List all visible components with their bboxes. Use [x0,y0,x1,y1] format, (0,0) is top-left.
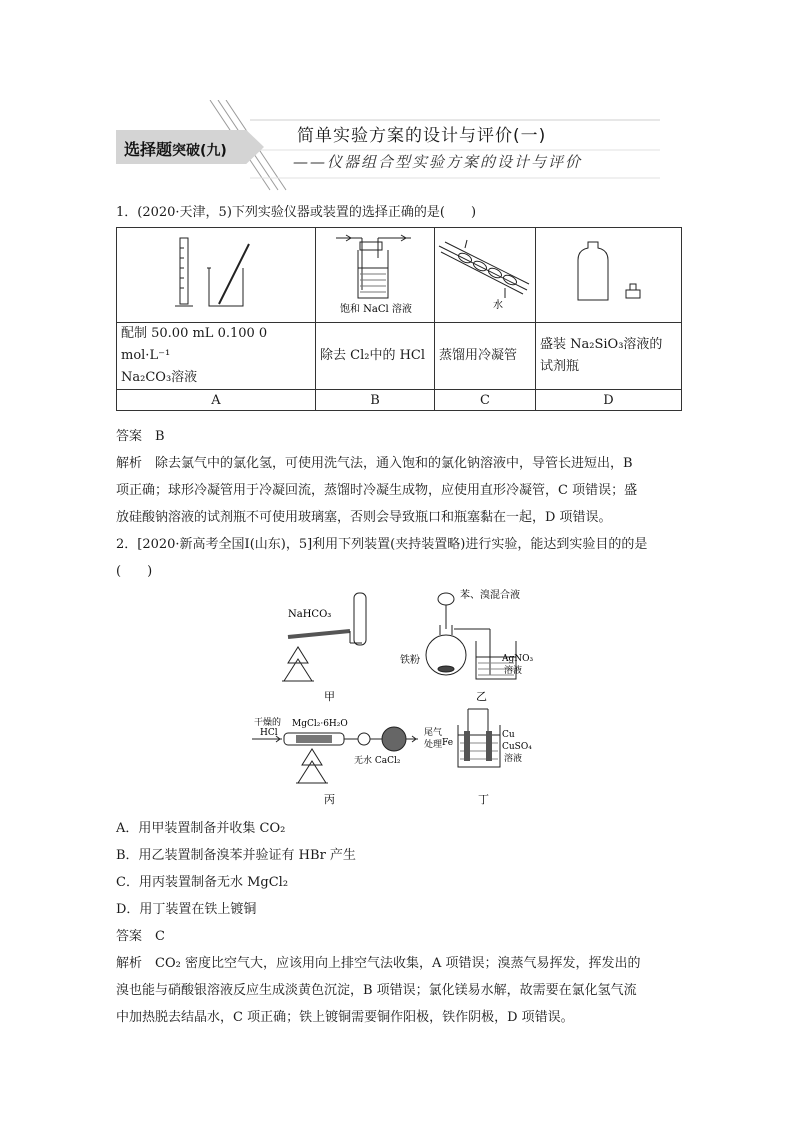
q1-letter-c: C [435,390,536,411]
q1-analysis-line3: 放硅酸钠溶液的试剂瓶不可使用玻璃塞，否则会导致瓶口和瓶塞黏在一起，D 项错误。 [116,510,612,525]
page-title: 简单实验方案的设计与评价(一) [297,126,547,146]
fig-yi-agno3: AgNO₃ [502,654,534,664]
fig-bing-cacl2: 无水 CaCl₂ [354,756,401,766]
q1-stem: 1．(2020·天津，5)下列实验仪器或装置的选择正确的是( ) [116,205,477,220]
q1-d-desc-line2: 试剂瓶 [540,359,580,374]
fig-ding-soln: 溶液 [504,754,523,764]
q2-analysis-line2: 溴也能与硝酸银溶液反应生成淡黄色沉淀，B 项错误；氯化镁易水解，故需要在氯化氢气流 [116,983,637,998]
q1-analysis-line2: 项正确；球形冷凝管用于冷凝回流，蒸馏时冷凝生成物，应使用直形冷凝管，C 项错误；盛 [116,483,638,498]
bulb-condenser-icon [435,228,535,318]
q1-letter-d: D [536,390,682,411]
fig-yi-top: 苯、溴混合液 [460,590,520,601]
q1-cell-b-image [316,228,435,323]
q1-d-desc-line1: 盛装 Na₂SiO₃溶液的 [540,337,663,352]
fig-bing-mgcl2: MgCl₂·6H₂O [292,719,348,729]
reagent-bottle-icon [536,228,681,318]
fig-ding-fe: Fe [442,738,454,748]
q1-cell-a-image [117,228,316,323]
fig-ding-label: 丁 [478,793,489,806]
q1-letter-a: A [117,390,316,411]
fig-yi-iron: 铁粉 [400,655,420,666]
q2-stem-line2: ( ) [116,564,153,579]
q2-analysis-line3: 中加热脱去结晶水，C 项正确；铁上镀铜需要铜作阳极，铁作阴极，D 项错误。 [116,1010,574,1025]
q1-cell-c-desc: 蒸馏用冷凝管 [435,323,536,390]
fig-yi-label: 乙 [476,690,487,703]
fig-yi-soln: 溶液 [504,666,523,676]
q1-cell-d-desc [536,323,682,390]
q1-cell-b-desc: 除去 Cl₂中的 HCl [316,323,435,390]
q2-option-a: A．用甲装置制备并收集 CO₂ [116,821,286,836]
fig-ding-cu: Cu [502,730,515,740]
gas-washing-bottle-icon [316,228,434,318]
section-tab-sub: 突破(九) [172,143,227,159]
fig-jia-label: 甲 [324,690,335,703]
page-subtitle: ——仪器组合型实验方案的设计与评价 [293,153,583,171]
fig-bing-tail1: 尾气 [424,728,443,738]
fig-bing-hcl2: HCl [260,728,278,738]
fig-bing-tail2: 处理 [424,740,443,750]
q1-answer: 答案 B [116,429,165,444]
q2-option-d: D．用丁装置在铁上镀铜 [116,902,257,917]
q1-a-desc-line1: 配制 50.00 mL 0.100 0 mol·L⁻¹ [121,326,268,363]
q1-cell-c-image [435,228,536,323]
q1-analysis-line1: 解析 除去氯气中的氯化氢，可使用洗气法，通入饱和的氯化钠溶液中，导管长进短出，B [116,456,633,471]
q2-answer: 答案 C [116,929,165,944]
fig-jia-reagent: NaHCO₃ [288,609,332,620]
section-tab-main: 选择题 [124,140,173,159]
q1-cell-a-desc [117,323,316,390]
q2-option-b: B．用乙装置制备溴苯并验证有 HBr 产生 [116,848,356,863]
q2-option-c: C．用丙装置制备无水 MgCl₂ [116,875,289,890]
q2-apparatus-figure [250,585,550,810]
q1-c-water-label: 水 [493,300,503,311]
q1-b-solution-label: 饱和 NaCl 溶液 [340,304,412,315]
section-tab [116,130,264,164]
q2-stem-line1: 2．[2020·新高考全国Ⅰ(山东)，5]利用下列装置(夹持装置略)进行实验，能达到实验目的的是 [116,537,648,552]
q1-a-desc-line2: Na₂CO₃溶液 [121,370,198,385]
q2-analysis-line1: 解析 CO₂ 密度比空气大，应该用向上排空气法收集，A 项错误；溴蒸气易挥发，挥发出的 [116,956,641,971]
q1-cell-d-image [536,228,682,323]
fig-ding-cuso4: CuSO₄ [502,742,532,752]
q1-options-table [116,227,682,411]
fig-bing-hcl1: 干燥的 [254,718,282,728]
graduated-cylinder-beaker-icon [117,228,315,318]
q1-letter-b: B [316,390,435,411]
fig-bing-label: 丙 [324,793,335,806]
